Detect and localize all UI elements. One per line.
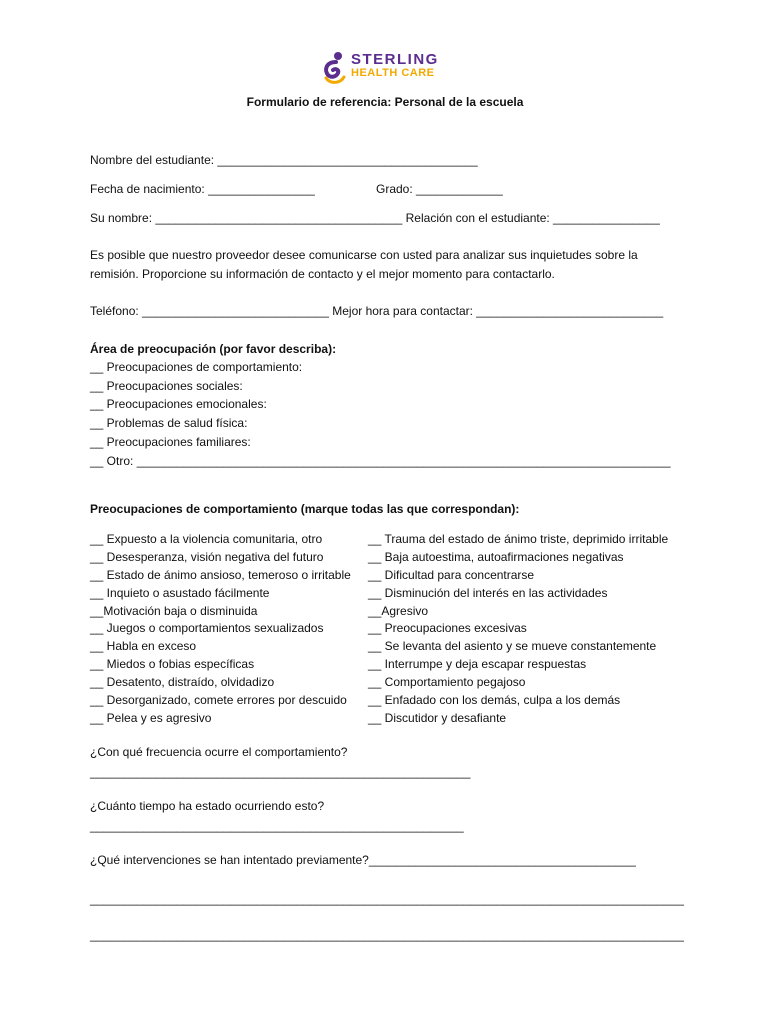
behavior-checkbox-item[interactable]: __Agresivo bbox=[368, 603, 429, 618]
frequency-question: ¿Con qué frecuencia ocurre el comportamiento? bbox=[90, 745, 348, 759]
behavior-checklist-left bbox=[90, 530, 351, 727]
behavior-checkbox-item[interactable]: __ Disminución del interés en las actividades bbox=[368, 585, 608, 600]
behavior-checkbox-item[interactable]: __ Dificultad para concentrarse bbox=[368, 567, 535, 582]
behavior-checkbox-item[interactable]: __ Expuesto a la violencia comunitaria, otro bbox=[90, 532, 323, 546]
behavior-checkbox-item[interactable]: __ Pelea y es agresivo bbox=[90, 710, 212, 725]
frequency-answer-line[interactable]: _________________________________________________________ bbox=[90, 765, 471, 779]
interventions-answer-line-1[interactable]: _________________________________________________________________________________________ bbox=[90, 892, 684, 906]
behavior-checkbox-item[interactable]: __ Habla en exceso bbox=[90, 639, 197, 654]
behavior-checkbox-item[interactable]: __ Baja autoestima, autoafirmaciones negativas bbox=[368, 549, 624, 564]
interventions-answer-line-2[interactable]: _________________________________________________________________________________________ bbox=[90, 928, 684, 942]
intro-text-line-2: remisión. Proporcione su información de contacto y el mejor momento para contactarlo. bbox=[90, 267, 555, 281]
logo-text-health-care: HEALTH CARE bbox=[351, 67, 435, 79]
concern-item-social[interactable]: __ Preocupaciones sociales: bbox=[90, 379, 243, 393]
concern-area-heading: Área de preocupación (por favor describa): bbox=[90, 342, 337, 356]
behavior-checkbox-item[interactable]: __ Se levanta del asiento y se mueve constantemente bbox=[368, 639, 657, 654]
birth-date-field[interactable]: Fecha de nacimiento: ________________ bbox=[90, 182, 315, 196]
behavior-checkbox-item[interactable]: __ Desatento, distraído, olvidadizo bbox=[90, 675, 275, 690]
grade-field[interactable]: Grado: _____________ bbox=[376, 182, 503, 196]
behavior-checkbox-item[interactable]: __ Desorganizado, comete errores por descuido bbox=[90, 693, 347, 708]
behavior-checkbox-item[interactable]: __Motivación baja o disminuida bbox=[90, 603, 258, 618]
behavior-checkbox-item[interactable]: __ Trauma del estado de ánimo triste, deprimido irritable bbox=[368, 532, 669, 546]
interventions-question-field[interactable]: ¿Qué intervenciones se han intentado previamente?________________________________________ bbox=[90, 853, 636, 867]
behavior-checkbox-item[interactable]: __ Desesperanza, visión negativa del futuro bbox=[90, 549, 324, 564]
logo-figure-icon bbox=[322, 50, 350, 86]
behavior-checkbox-item[interactable]: __ Juegos o comportamientos sexualizados bbox=[90, 621, 324, 636]
duration-answer-line[interactable]: ________________________________________________________ bbox=[90, 819, 464, 833]
concern-item-other[interactable]: __ Otro: ________________________________________________________________________________ bbox=[90, 454, 671, 468]
behavior-checkbox-item[interactable]: __ Miedos o fobias específicas bbox=[90, 657, 255, 672]
student-name-field[interactable]: Nombre del estudiante: _______________________________________ bbox=[90, 153, 478, 167]
concern-item-behavior[interactable]: __ Preocupaciones de comportamiento: bbox=[90, 360, 303, 374]
behavior-checkbox-item[interactable]: __ Interrumpe y deja escapar respuestas bbox=[368, 657, 587, 672]
concern-item-emotional[interactable]: __ Preocupaciones emocionales: bbox=[90, 397, 267, 411]
behavior-checklist-right bbox=[368, 530, 668, 727]
concern-item-family[interactable]: __ Preocupaciones familiares: bbox=[90, 435, 251, 449]
your-name-relationship-field[interactable]: Su nombre: _____________________________________ Relación con el estudiante: ________________ bbox=[90, 211, 660, 225]
duration-question: ¿Cuánto tiempo ha estado ocurriendo esto? bbox=[90, 799, 325, 813]
behavior-checkbox-item[interactable]: __ Discutidor y desafiante bbox=[368, 710, 507, 725]
behavior-concerns-heading: Preocupaciones de comportamiento (marque todas las que correspondan): bbox=[90, 502, 520, 516]
behavior-checkbox-item[interactable]: __ Estado de ánimo ansioso, temeroso o irritable bbox=[90, 567, 351, 582]
behavior-checkbox-item[interactable]: __ Comportamiento pegajoso bbox=[368, 675, 526, 690]
concern-item-physical-health[interactable]: __ Problemas de salud física: bbox=[90, 416, 248, 430]
behavior-checkbox-item[interactable]: __ Inquieto o asustado fácilmente bbox=[90, 585, 270, 600]
sterling-health-care-logo bbox=[322, 50, 452, 90]
logo-text-sterling: STERLING bbox=[351, 51, 439, 68]
behavior-checkbox-item[interactable]: __ Preocupaciones excesivas bbox=[368, 621, 527, 636]
phone-best-time-field[interactable]: Teléfono: ____________________________ Mejor hora para contactar: ____________________________ bbox=[90, 304, 664, 318]
intro-text-line-1: Es posible que nuestro proveedor desee comunicarse con usted para analizar sus inquietudes sobre la bbox=[90, 248, 638, 262]
form-title: Formulario de referencia: Personal de la escuela bbox=[246, 95, 524, 109]
behavior-checkbox-item[interactable]: __ Enfadado con los demás, culpa a los demás bbox=[368, 693, 621, 708]
